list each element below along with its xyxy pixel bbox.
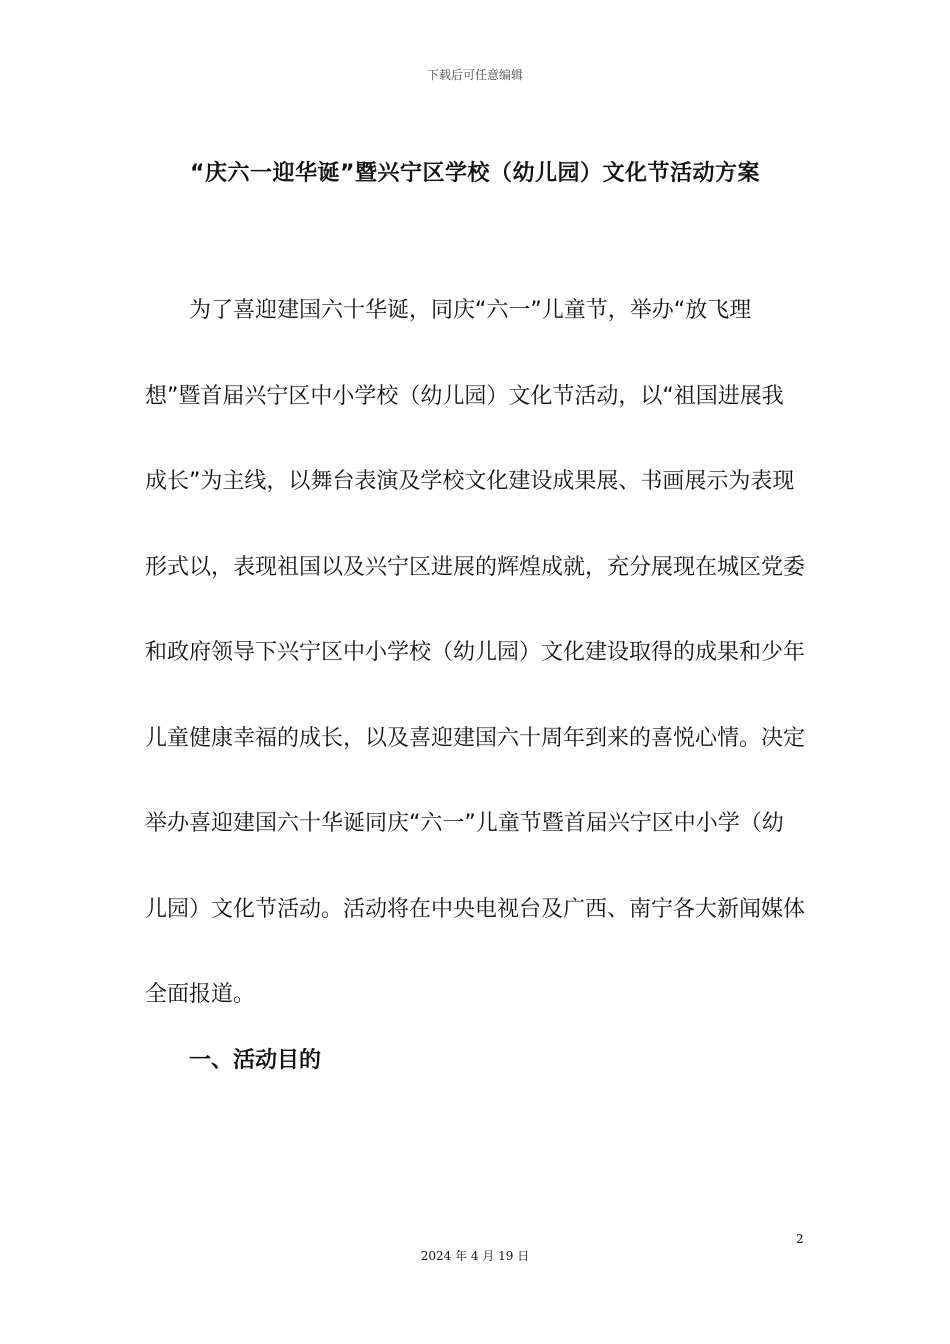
section-heading: 一、活动目的 [189, 1048, 322, 1073]
footer-date: 2024 年 4 月 19 日 [420, 1249, 530, 1263]
intro-paragraph: 为了喜迎建国六十华诞，同庆“六一”儿童节，举办“放飞理想”暨首届兴宁区中小学校（幼儿园）文化节活动，以“祖国进展我成长”为主线，以舞台表演及学校文化建设成果展、书画展示为表现形式以，表现祖国以及兴宁区进展的辉煌成就，充分展现在城区党委和政府领导下兴宁区中小学校（幼儿园）文化建设取得的成果和少年儿童健康幸福的成长，以及喜迎建国六十周年到来的喜悦心情。决定举办喜迎建国六十华诞同庆“六一”儿童节暨首届兴宁区中小学（幼儿园）文化节活动。活动将在中央电视台及广西、南宁各大新闻媒体全面报道。 [145, 298, 806, 1007]
document-title: “庆六一迎华诞”暨兴宁区学校（幼儿园）文化节活动方案 [190, 161, 760, 186]
body-text [145, 268, 805, 1038]
page-number: 2 [796, 1232, 804, 1246]
header-note: 下载后可任意编辑 [426, 68, 523, 82]
